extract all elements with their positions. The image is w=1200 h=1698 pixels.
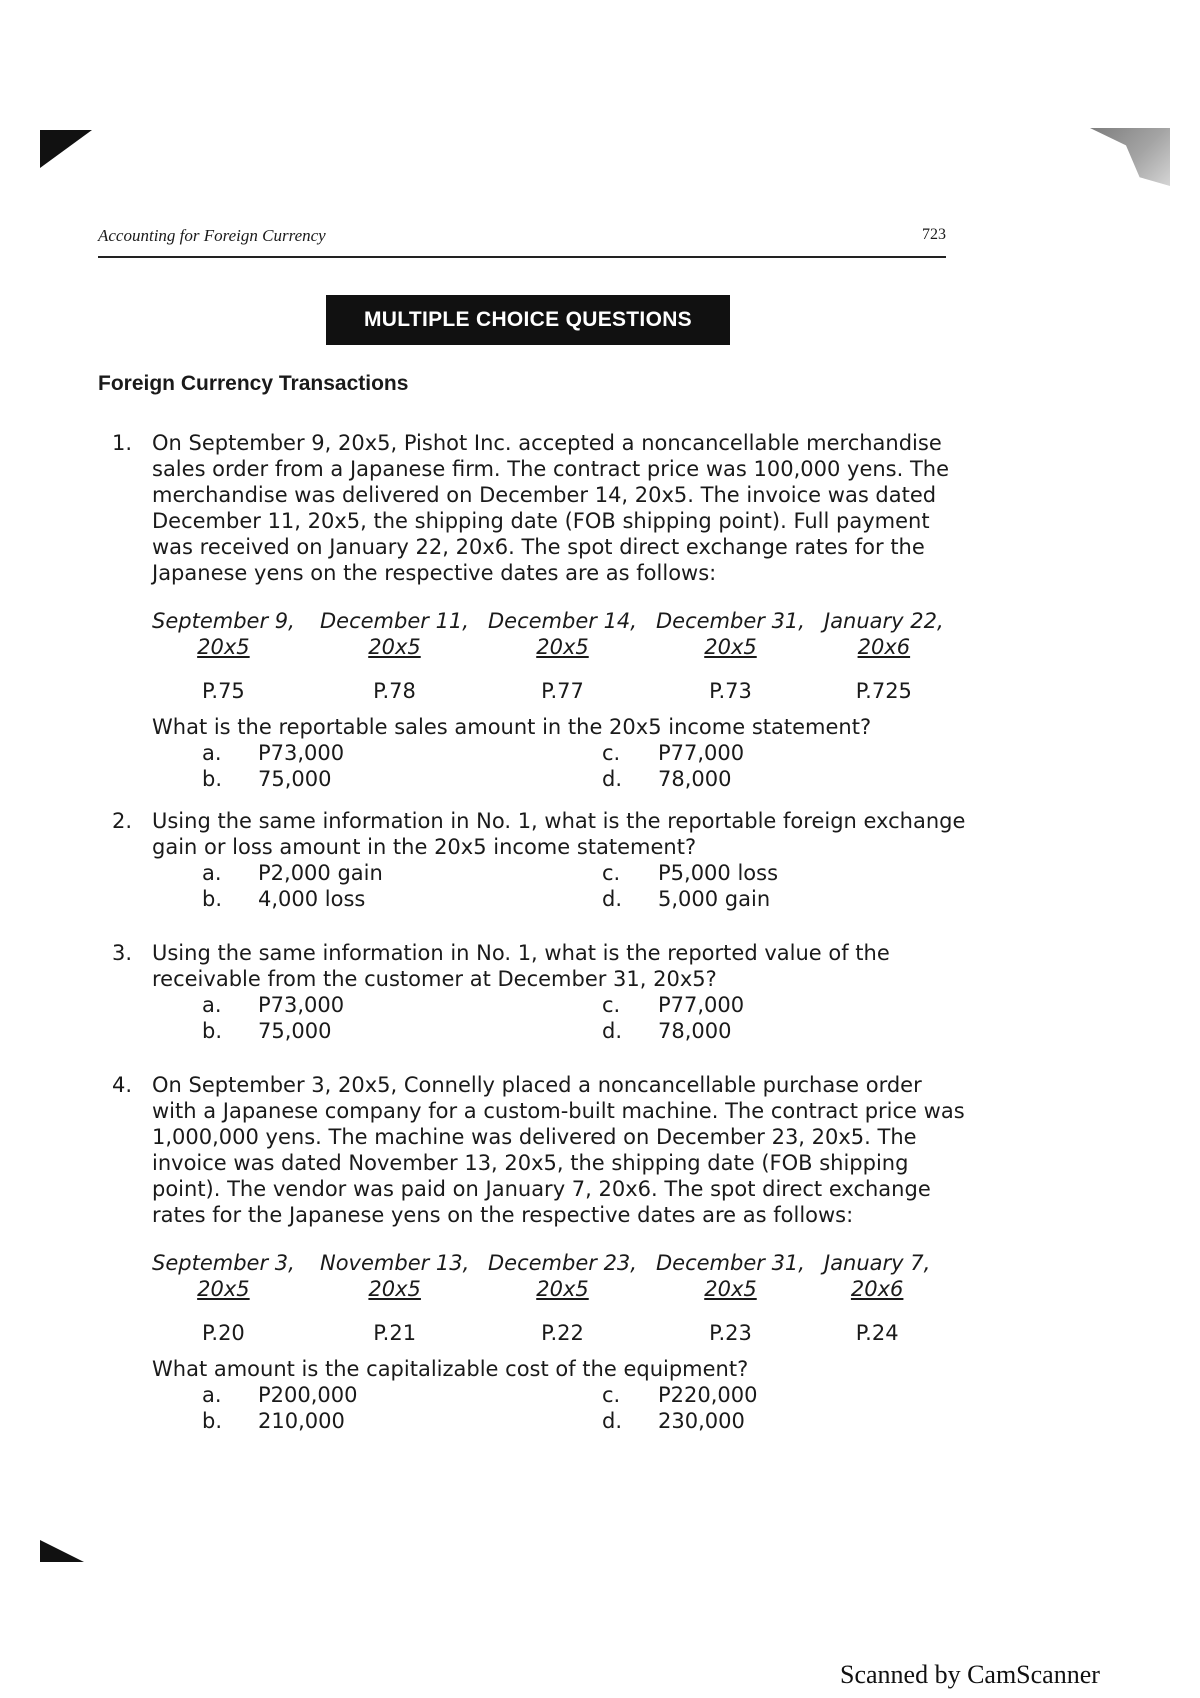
rate-date: December 14, [488,609,637,633]
question-text: Using the same information in No. 1, what is the reported value of the receivable from the customer at December 31, 20x5? [152,941,890,991]
answer-options [152,860,972,912]
section-title: Foreign Currency Transactions [98,372,409,395]
rate-year: 20x6 [857,635,911,659]
rate-date: December 31, [656,1251,805,1275]
rate-year: 20x5 [197,635,250,659]
rate-date: January 7, [824,1251,931,1275]
question-1 [112,430,972,792]
answer-options [152,992,972,1044]
option-value: P2,000 gain [258,861,383,885]
question-number: 2. [112,809,133,833]
section-banner: MULTIPLE CHOICE QUESTIONS [326,295,730,345]
rate-year: 20x5 [368,1277,421,1301]
rate-value: P.23 [709,1321,752,1345]
rate-date: September 3, [152,1251,295,1275]
option-value: 210,000 [258,1409,345,1433]
option-letter: b. [202,887,223,911]
question-prompt: What is the reportable sales amount in the 20x5 income statement? [152,715,872,739]
option-value: 5,000 gain [658,887,771,911]
option-letter: d. [602,1019,623,1043]
question-text: On September 3, 20x5, Connelly placed a noncancellable purchase order with a Japanese company for a custom-built machine. The contract price was 1,000,000 yens. The machine was delivered on December 23, 20x5. The invoice was dated November 13, 20x5, the shipping date (FOB shipping point). The vendor was paid on January 7, 20x6. The spot direct exchange rates for the Japanese yens on the respective dates are as follows: [152,1073,965,1227]
answer-option [552,766,731,792]
rate-column [488,1250,637,1346]
answer-option [152,860,383,886]
option-value: 75,000 [258,767,332,791]
rate-date: January 22, [824,609,944,633]
question-number: 3. [112,941,133,965]
option-value: P73,000 [258,741,345,765]
answer-option [152,766,331,792]
rate-date: November 13, [320,1251,470,1275]
scan-corner-mark [40,130,92,168]
option-value: P77,000 [658,741,745,765]
rate-column [824,608,944,704]
answer-option [152,992,344,1018]
rate-year: 20x5 [704,1277,757,1301]
option-letter: c. [602,993,621,1017]
answer-option [152,1018,331,1044]
rate-column [320,608,469,704]
exchange-rate-table [152,608,972,704]
rate-column [488,608,637,704]
option-value: 4,000 loss [258,887,366,911]
rate-value: P.24 [855,1321,899,1345]
rate-year: 20x5 [704,635,757,659]
question-2 [112,808,972,912]
rate-column [152,1250,295,1346]
option-value: 78,000 [658,767,732,791]
rate-year: 20x5 [368,635,421,659]
rate-value: P.725 [855,679,912,703]
answer-option [152,1408,345,1434]
scan-shadow [1090,128,1170,186]
option-letter: b. [202,767,223,791]
option-value: P77,000 [658,993,745,1017]
option-value: 230,000 [658,1409,745,1433]
rate-value: P.77 [541,679,584,703]
scan-corner-mark [40,1540,84,1562]
rate-column [656,1250,805,1346]
answer-option [152,886,365,912]
option-value: P220,000 [658,1383,758,1407]
question-text: Using the same information in No. 1, what is the reportable foreign exchange gain or loss amount in the 20x5 income statement? [152,809,966,859]
answer-option [552,1382,758,1408]
rate-value: P.75 [202,679,245,703]
rate-column [152,608,295,704]
rate-column [824,1250,930,1346]
exchange-rate-table [152,1250,972,1346]
rate-date: September 9, [152,609,295,633]
running-title: Accounting for Foreign Currency [98,226,326,245]
answer-options [152,1382,972,1434]
option-letter: c. [602,741,621,765]
rate-column [656,608,805,704]
answer-option [152,1382,358,1408]
question-3 [112,940,972,1044]
option-value: P200,000 [258,1383,358,1407]
scanner-watermark: Scanned by CamScanner [840,1660,1100,1689]
answer-option [552,992,744,1018]
answer-option [552,1018,731,1044]
option-letter: b. [202,1409,223,1433]
question-text: On September 9, 20x5, Pishot Inc. accepted a noncancellable merchandise sales order from a Japanese firm. The contract price was 100,000 yens. The merchandise was delivered on December 14, 20x5. The invoice was dated December 11, 20x5, the shipping date (FOB shipping point). Full payment was received on January 22, 20x6. The spot direct exchange rates for the Japanese yens on the respective dates are as follows: [152,431,950,585]
rate-value: P.21 [373,1321,417,1345]
option-letter: c. [602,861,621,885]
rate-year: 20x5 [536,1277,589,1301]
option-letter: a. [202,1383,222,1407]
question-number: 1. [112,431,133,455]
rate-value: P.78 [373,679,416,703]
option-value: P73,000 [258,993,345,1017]
option-letter: a. [202,741,222,765]
question-4 [112,1072,972,1434]
answer-option [552,860,778,886]
answer-option [152,740,344,766]
option-letter: b. [202,1019,223,1043]
option-letter: d. [602,767,623,791]
option-letter: a. [202,993,222,1017]
rate-year: 20x5 [197,1277,250,1301]
option-value: 78,000 [658,1019,732,1043]
rate-year: 20x6 [850,1277,904,1301]
option-letter: a. [202,861,222,885]
option-letter: d. [602,1409,623,1433]
option-value: 75,000 [258,1019,332,1043]
answer-option [552,740,744,766]
rate-value: P.20 [202,1321,245,1345]
answer-options [152,740,972,792]
option-value: P5,000 loss [658,861,779,885]
rate-date: December 31, [656,609,805,633]
option-letter: d. [602,887,623,911]
page-number: 723 [922,226,946,243]
rate-date: December 11, [320,609,469,633]
rate-value: P.22 [541,1321,584,1345]
rate-value: P.73 [709,679,752,703]
rate-column [320,1250,469,1346]
question-number: 4. [112,1073,133,1097]
question-prompt: What amount is the capitalizable cost of the equipment? [152,1357,749,1381]
answer-option [552,1408,745,1434]
rate-date: December 23, [488,1251,637,1275]
option-letter: c. [602,1383,621,1407]
running-header [98,222,946,258]
rate-year: 20x5 [536,635,589,659]
answer-option [552,886,770,912]
